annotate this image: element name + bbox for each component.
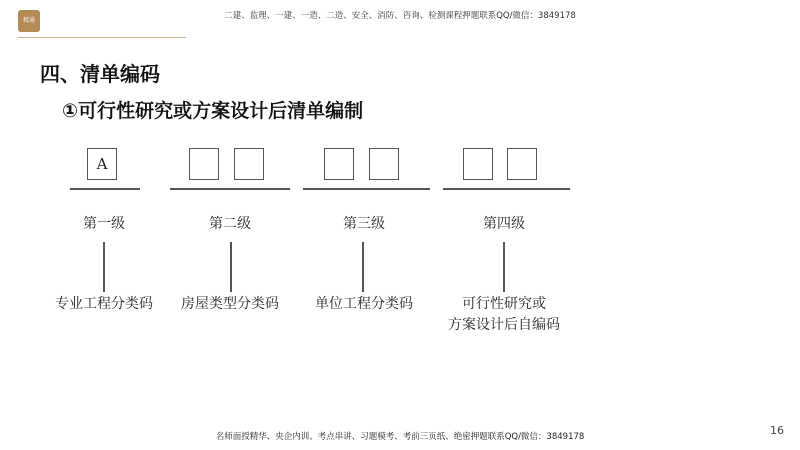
code-box xyxy=(463,148,493,180)
sub-title: ①可行性研究或方案设计后清单编制 xyxy=(62,100,364,122)
level-label: 第三级 xyxy=(343,216,385,232)
level-baseline xyxy=(303,188,430,190)
level-description: 专业工程分类码 xyxy=(55,296,153,312)
level-baseline xyxy=(443,188,570,190)
code-box xyxy=(324,148,354,180)
header-divider xyxy=(18,37,186,38)
level-label: 第一级 xyxy=(83,216,125,232)
level-description: 单位工程分类码 xyxy=(315,296,413,312)
level-description: 房屋类型分类码 xyxy=(181,296,279,312)
footer-contact-text: 名师面授精华、央企内训、考点串讲、习题模考、考前三页纸、绝密押题联系QQ/微信：3849178 xyxy=(215,432,585,442)
logo: 精通 xyxy=(18,10,40,32)
connector-line xyxy=(103,242,105,292)
connector-line xyxy=(230,242,232,292)
code-box: A xyxy=(87,148,117,180)
code-box xyxy=(234,148,264,180)
page-number: 16 xyxy=(770,424,784,437)
level-baseline xyxy=(170,188,290,190)
level-label: 第二级 xyxy=(209,216,251,232)
level-baseline xyxy=(70,188,140,190)
code-box xyxy=(189,148,219,180)
header-contact-text: 二建、监理、一建、一造、二造、安全、消防、咨询、检测课程押题联系QQ/微信：3849178 xyxy=(224,11,576,21)
level-description: 可行性研究或 方案设计后自编码 xyxy=(448,296,560,333)
code-box xyxy=(507,148,537,180)
code-box xyxy=(369,148,399,180)
level-label: 第四级 xyxy=(483,216,525,232)
section-title: 四、清单编码 xyxy=(40,62,160,86)
connector-line xyxy=(362,242,364,292)
connector-line xyxy=(503,242,505,292)
